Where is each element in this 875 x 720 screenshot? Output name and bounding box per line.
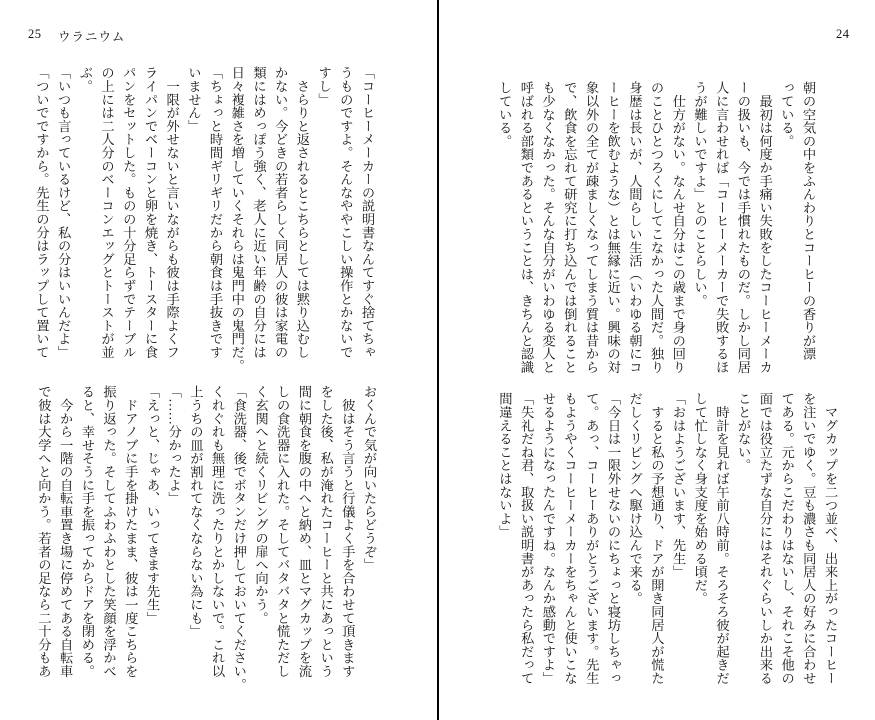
text-column: 間違えることはないよ」 xyxy=(497,392,513,539)
text-column: おくんで気が向いたらどうぞ」 xyxy=(362,385,377,572)
text-column: 「ついでですから。先生の分はラップして置いて xyxy=(34,66,50,359)
text-column: 朝の空気の中をふんわりとコーヒーの香りが漂 xyxy=(801,81,816,361)
text-column: うが難しいですよ」とのことらしい。 xyxy=(692,81,708,308)
text-column: ぶ。 xyxy=(77,66,93,93)
text-column: 振り返った。そしてふわふわとした笑顔を浮かべ xyxy=(101,385,117,678)
page-24-upper-text-band xyxy=(493,81,819,374)
text-column: 「おはようございます、先生」 xyxy=(671,392,687,579)
text-column: 面では役立たずな自分にはそれぐらいしか出来る xyxy=(757,392,773,685)
text-column: 上うちの皿が割れてなくならない為にも」 xyxy=(188,385,204,638)
text-column: かない。今どきの若者らしく同居人の彼は家電の xyxy=(273,66,289,359)
text-column: 身歴は長いが、人間らしい生活（いわゆる朝にコ xyxy=(627,81,643,374)
text-column: 間に朝食を腹の中へと納め、皿とマグカップを流 xyxy=(296,385,312,678)
text-column: しの食洗器に入れた。そしてバタバタと慌ただし xyxy=(275,385,291,678)
text-column: 彼はそう言うと行儀よく手を合わせて頂きます xyxy=(340,385,356,678)
page-24-lower-text-band xyxy=(494,392,841,685)
text-column: 呼ばれる部類であるということは、きちんと認識 xyxy=(518,81,534,374)
text-column: 「失礼だね君、取扱い説明書があったら私だって xyxy=(519,392,535,685)
text-column: で彼は大学へと向かう。若者の足なら二十分もあ xyxy=(36,385,52,678)
text-column: で、飲食を忘れて研究に打ち込んでは倒れること xyxy=(562,81,578,374)
text-column: て。あっ、コーヒーありがとうございます。先生 xyxy=(584,392,600,685)
text-column: もようやくコーヒーメーカーをちゃんと使いこな xyxy=(562,392,578,685)
text-column: 類にはめっぽう強く、老人に近い年齢の自分には xyxy=(251,66,267,359)
running-title: ウラニウム xyxy=(58,30,126,44)
text-column: うものですよ。そんなややこしい操作とかないで xyxy=(338,66,354,359)
text-column: ーの扱いも、今では手慣れたものだ。しかし同居 xyxy=(735,81,751,374)
text-column: せるようになったんですね。なんか感動ですよ」 xyxy=(540,392,556,685)
text-column: ーヒーを飲むような）とは無縁に近い。興味の対 xyxy=(605,81,621,374)
text-column: さらりと返されるとこちらとしては黙り込むし xyxy=(294,66,310,359)
text-column: てある。元からこだわりはないし、それこそ他の xyxy=(779,392,795,685)
text-column: も少なくなかった。そんな自分がいわゆる変人と xyxy=(540,81,556,374)
text-column: 最初は何度か手痛い失敗をしたコーヒーメーカ xyxy=(757,81,773,374)
text-column: 「ちょっと時間ギリギリだから朝食は手抜きです xyxy=(208,66,224,359)
text-column: 「今日は一限外せないのにちょっと寝坊しちゃっ xyxy=(605,392,621,685)
text-column: ことがない。 xyxy=(736,392,752,472)
text-column: っている。 xyxy=(779,81,795,148)
text-column: 仕方がない。なんせ自分はこの歳まで身の回り xyxy=(670,81,686,374)
text-column: 今から一階の自転車置き場に停めてある自転車 xyxy=(58,385,74,678)
text-column: している。 xyxy=(497,81,513,148)
page-number-left: 25 xyxy=(28,27,42,41)
text-column: パンをセットした。ものの十分足らずでテーブル xyxy=(121,66,137,359)
text-column: 「いつも言っているけど、私の分はいいんだよ」 xyxy=(56,66,72,359)
text-column: 「……分かったよ」 xyxy=(166,385,182,505)
text-column: の上には二人分のベーコンエッグとトーストが並 xyxy=(99,66,115,359)
text-column: 日々複雑さを増していくそれらは鬼門中の鬼門だ。 xyxy=(229,66,245,372)
page-gutter-divider xyxy=(437,0,439,720)
text-column: 一限が外せないと言いながらも彼は手際よくフ xyxy=(164,66,180,359)
text-column: 人に言わせれば「コーヒーメーカーで失敗するほ xyxy=(714,81,730,374)
text-column: 象以外の全てが疎ましくなってしまう質は昔から xyxy=(583,81,599,374)
text-column: 「食洗器、後でボタンだけ押しておいてください。 xyxy=(231,385,247,691)
text-column: だしくリビングへ駆け込んで来る。 xyxy=(627,392,643,605)
text-column: すると私の予想通り、ドアが開き同居人が慌た xyxy=(649,392,665,685)
text-column: を注いでゆく。豆も濃さも同居人の好みに合わせ xyxy=(801,392,817,685)
text-column: ドアノブに手を掛けたまま、彼は一度こちらを xyxy=(123,385,139,678)
text-column: をした後、私が淹れたコーヒーと共にあっという xyxy=(318,385,334,678)
page-25-upper-text-band xyxy=(31,66,378,372)
text-column: ると、幸せそうに手を振ってからドアを閉める。 xyxy=(79,385,95,678)
page-25-lower-text-band xyxy=(33,385,380,691)
text-column: すし」 xyxy=(316,66,332,106)
text-column: いません」 xyxy=(186,66,202,133)
text-column: 「コーヒーメーカーの説明書なんてすぐ捨てちゃ xyxy=(360,66,375,359)
page-number-right: 24 xyxy=(836,27,850,41)
text-column: して忙しなく身支度を始める頃だ。 xyxy=(692,392,708,605)
text-column: く玄関へと続くリビングの扉へ向かう。 xyxy=(253,385,269,625)
text-column: 時計を見れば午前八時前。そろそろ彼が起きだ xyxy=(714,392,730,685)
text-column: のことひとつろくにしてこなかった人間だ。独り xyxy=(649,81,665,374)
text-column: ライパンでベーコンと卵を焼き、トースターに食 xyxy=(142,66,158,359)
text-column: マグカップを二つ並べ、出来上がったコーヒー xyxy=(823,392,838,685)
text-column: くれぐれも無理に洗ったりとかしないで。これ以 xyxy=(210,385,226,678)
text-column: 「えっと、じゃあ、いってきます先生」 xyxy=(144,385,160,625)
